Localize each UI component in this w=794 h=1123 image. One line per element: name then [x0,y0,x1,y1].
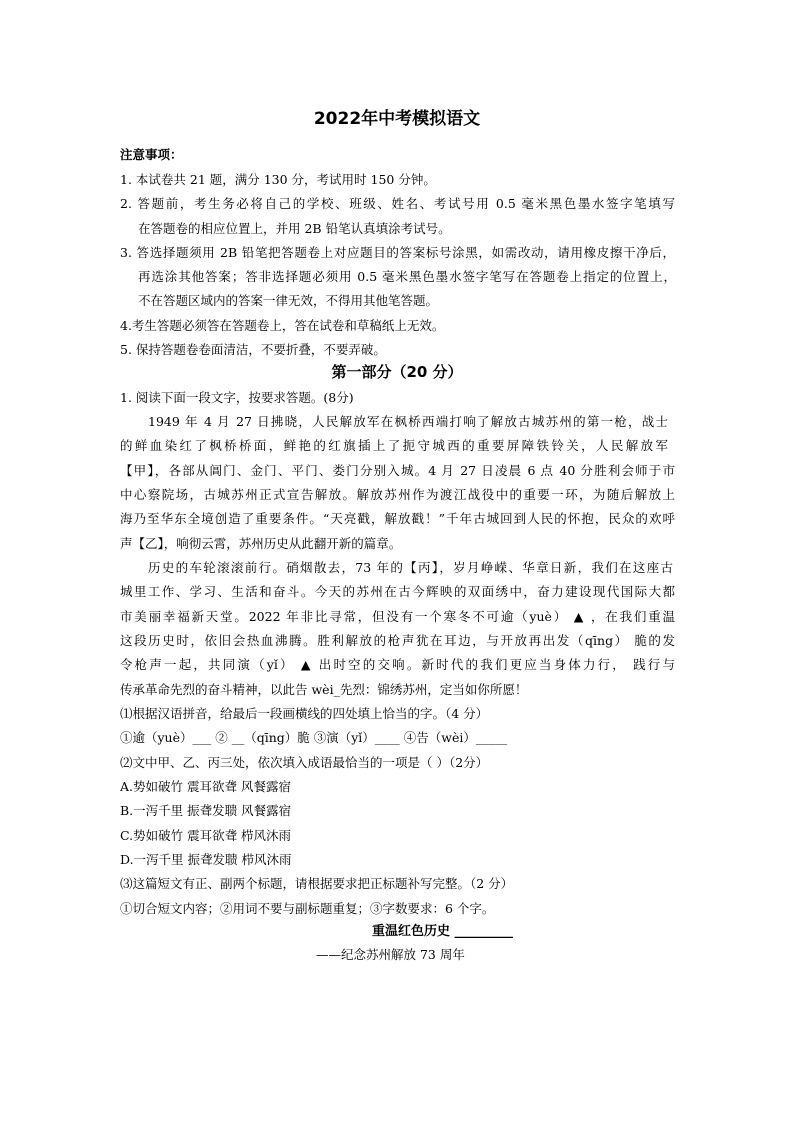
notice-3-cont2: 不在答题区域内的答案一律无效，不得用其他笔答题。 [138,293,439,308]
passage-line-6: 声【乙】，响彻云霄，苏州历史从此翻开新的篇章。 [120,536,402,551]
notice-1: 1. 本试卷共 21 题，满分 130 分，考试用时 150 分钟。 [120,172,436,187]
passage-line-1: 1949 年 4 月 27 日拂晓，人民解放军在枫桥西端打响了解放古城苏州的第一枪，战士 [148,414,668,429]
passage-line-10: 这段历史时，依旧会热血沸腾。胜利解放的枪声犹在耳边，与开放再出发（qīng） 脆的发 [120,633,675,648]
section-heading: 第一部分（20 分） [331,363,463,381]
sub-question-1-blanks: ①逾（yuè）___ ② __（qīng）脆 ③演（yǐ）____ ④告（wèi）_____ [120,730,508,745]
sub-question-3-requirements: ①切合短文内容；②用词不要与副标题重复；③字数要求：6 个字。 [120,901,495,916]
question-1-prompt: 1. 阅读下面一段文字，按要求答题。(8分) [120,390,354,405]
passage-line-5: 海乃至华东全境创造了重要条件。“天亮戳，解放戳！”千年古城回到人民的怀抱，民众的欢呼 [120,511,675,526]
notice-heading: 注意事项： [120,147,183,162]
sub-question-1: ⑴根据汉语拼音，给最后一段画横线的四处填上恰当的字。（4 分） [120,706,489,721]
option-a: A.势如破竹 震耳欲聋 风餐露宿 [120,779,291,794]
subtitle: ——纪念苏州解放 73 周年 [316,947,465,962]
passage-line-8: 城里工作、学习、生活和奋斗。今天的苏州在古今辉映的双面绣中，奋力建设现代国际大都 [120,584,675,599]
passage-line-11: 令枪声一起，共同演（yǐ） ▲ 出时空的交响。新时代的我们更应当身体力行， 践行与 [120,657,675,672]
page-title: 2022年中考模拟语文 [313,109,481,129]
notice-2-cont: 在答题卷的相应位置上，并用 2B 铅笔认真填涂考试号。 [138,221,451,236]
option-d: D.一泻千里 振聋发聩 栉风沐雨 [120,852,292,867]
sub-question-3: ⑶这篇短文有正、副两个标题，请根据要求把正标题补写完整。（2 分） [120,876,514,891]
notice-4: 4.考生答题必须答在答题卷上，答在试卷和草稿纸上无效。 [120,318,445,333]
passage-line-7: 历史的车轮滚滚前行。硝烟散去，73 年的【丙】，岁月峥嵘、华章日新，我们在这座古 [148,560,673,575]
main-title-blank: 重温红色历史 _________ [372,924,514,939]
notice-5: 5. 保持答题卷卷面清洁，不要折叠，不要弄破。 [120,342,386,357]
notice-3: 3. 答选择题须用 2B 铅笔把答题卷上对应题目的答案标号涂黑，如需改动，请用橡皮擦干净后， [120,245,675,260]
passage-line-2: 的鲜血染红了枫桥桥面，鲜艳的红旗插上了扼守城西的重要屏障铁铃关，人民解放军 [120,438,668,453]
option-c: C.势如破竹 震耳欲聋 栉风沐雨 [120,828,292,843]
passage-line-9: 市美丽幸福新天堂。2022 年非比寻常，但没有一个寒冬不可逾（yuè） ▲ ，在我们重温 [120,609,675,624]
option-b: B.一泻千里 振聋发聩 风餐露宿 [120,803,292,818]
passage-line-12: 传承革命先烈的奋斗精神，以此告 wèi_先烈：锦绣苏州，定当如你所愿！ [120,682,528,697]
passage-line-4: 中心察院场，古城苏州正式宣告解放。解放苏州作为渡江战役中的重要一环，为随后解放上 [120,487,675,502]
notice-3-cont: 再选涂其他答案；答非选择题必须用 0.5 毫米黑色墨水签字笔写在答题卷上指定的位置上， [138,269,676,284]
passage-line-3: 【甲】，各部从阊门、金门、平门、娄门分别入城。4 月 27 日凌晨 6 点 40 分胜利会师于市 [120,463,675,478]
notice-2: 2. 答题前，考生务必将自己的学校、班级、姓名、考试号用 0.5 毫米黑色墨水签字笔填写 [120,196,675,211]
sub-question-2: ⑵文中甲、乙、丙三处，依次填入成语最恰当的一项是（ ）（2分） [120,755,489,770]
